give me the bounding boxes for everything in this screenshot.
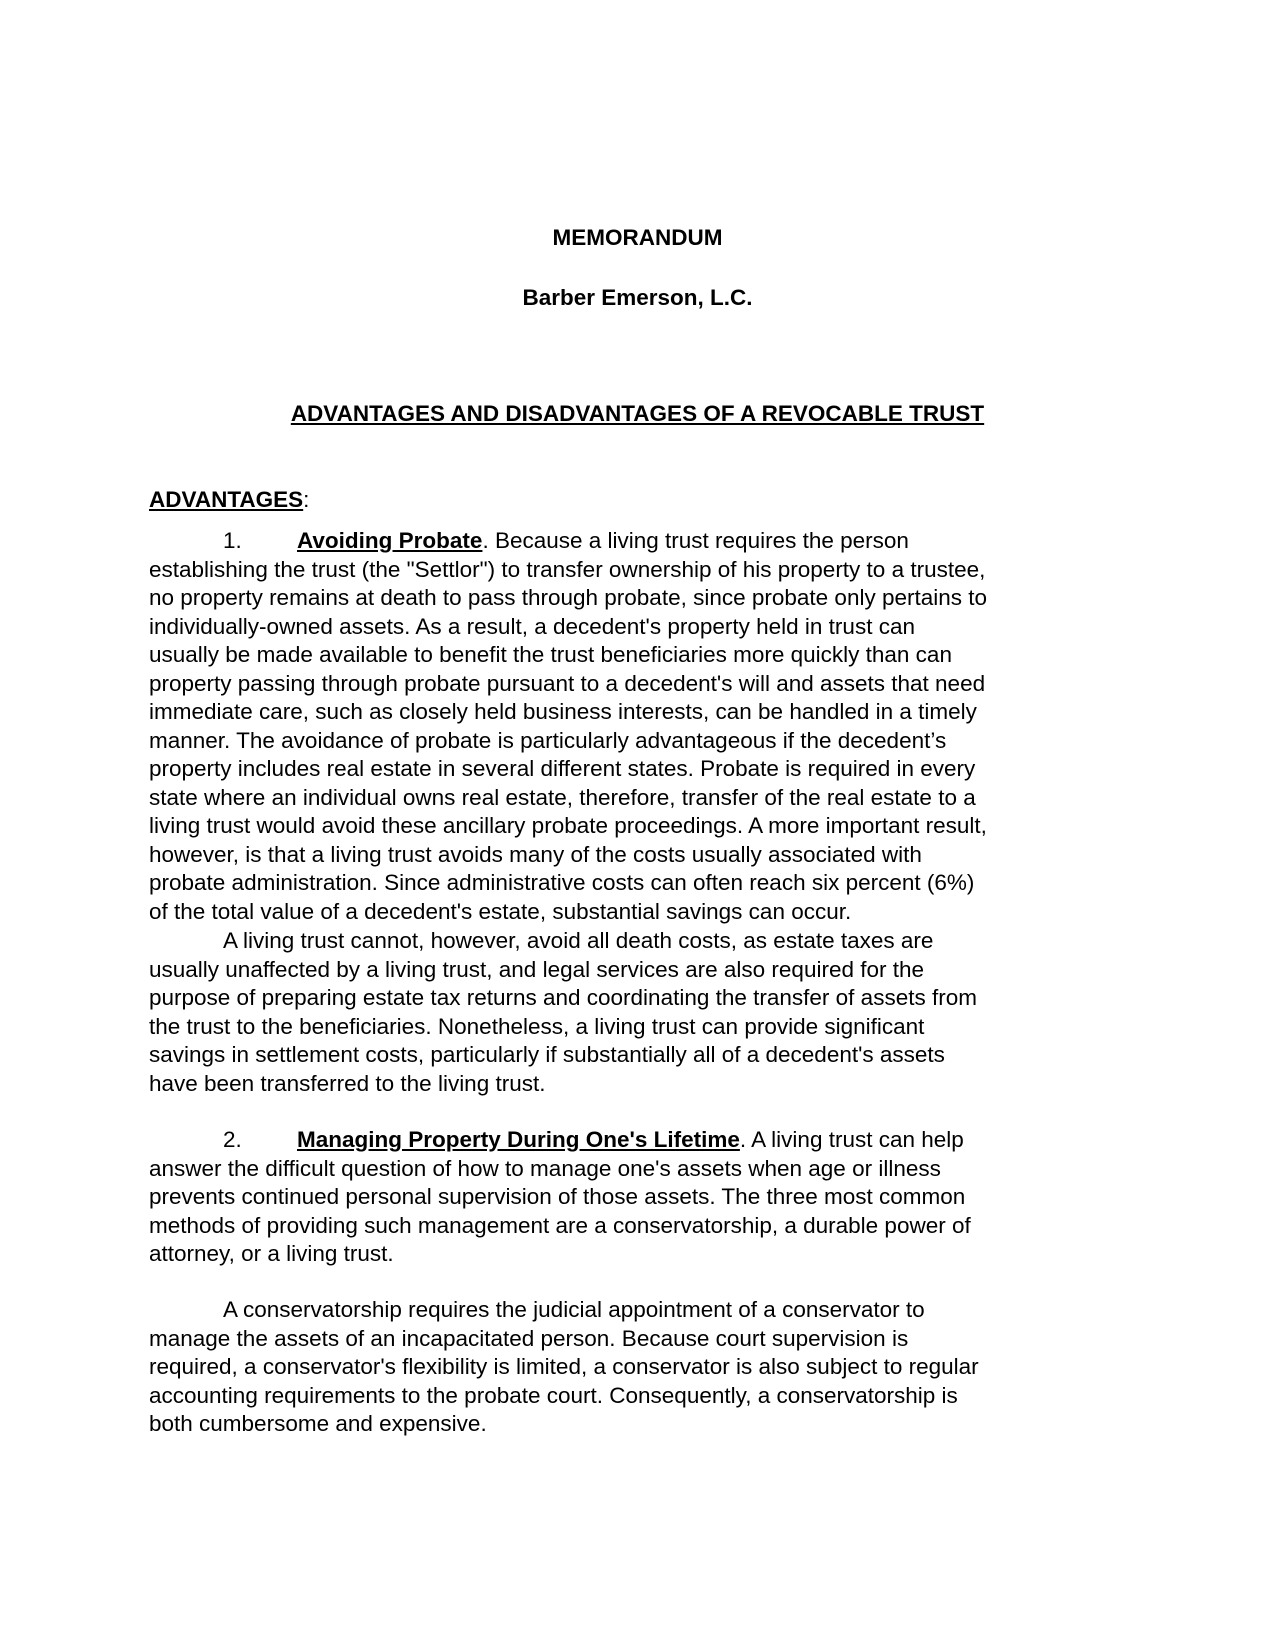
paragraph-conservatorship	[149, 1296, 1129, 1439]
paragraph-managing-property	[149, 1126, 1129, 1269]
text-line: . A living trust can help	[739, 1127, 964, 1152]
text-line: state where an individual owns real estate, therefore, transfer of the real estate to a	[149, 784, 976, 810]
text-line: . Because a living trust requires the person	[482, 528, 909, 553]
section-heading-advantages	[149, 486, 309, 514]
text-line: manage the assets of an incapacitated person. Because court supervision is	[149, 1325, 909, 1351]
paragraph-death-costs	[149, 927, 1129, 1098]
paragraph-first-line	[149, 527, 1129, 556]
text-line: however, is that a living trust avoids many of the costs usually associated with	[149, 841, 922, 867]
text-line: prevents continued personal supervision of those assets. The three most common	[149, 1184, 966, 1209]
text-line: usually unaffected by a living trust, and legal services are also required for the	[149, 956, 925, 982]
text-line: of the total value of a decedent's estate, substantial savings can occur.	[149, 898, 852, 924]
firm-name: Barber Emerson, L.C.	[522, 285, 753, 310]
memo-title: MEMORANDUM	[552, 225, 723, 250]
text-line: answer the difficult question of how to manage one's assets when age or illness	[149, 1155, 941, 1181]
document-heading: ADVANTAGES AND DISADVANTAGES OF A REVOCABLE TRUST	[290, 401, 985, 426]
text-line: methods of providing such management are a conservatorship, a durable power of	[149, 1212, 971, 1238]
text-line: probate administration. Since administrative costs can often reach six percent (6%)	[149, 870, 975, 895]
text-line: property includes real estate in several different states. Probate is required in every	[149, 756, 976, 781]
text-line: A living trust cannot, however, avoid all death costs, as estate taxes are	[223, 928, 934, 953]
text-line: the trust to the beneficiaries. Nonetheless, a living trust can provide significant	[149, 1013, 925, 1039]
text-line: immediate care, such as closely held business interests, can be handled in a timely	[149, 699, 977, 724]
text-line: establishing the trust (the "Settlor") to transfer ownership of his property to a trustee,	[149, 556, 986, 582]
text-line: individually-owned assets. As a result, a decedent's property held in trust can	[149, 613, 915, 639]
item-number: 1.	[223, 528, 242, 553]
text-line: manner. The avoidance of probate is particularly advantageous if the decedent’s	[149, 727, 947, 753]
text-line: accounting requirements to the probate court. Consequently, a conservatorship is	[149, 1382, 958, 1408]
text-line: savings in settlement costs, particularly if substantially all of a decedent's assets	[149, 1042, 945, 1067]
text-line: living trust would avoid these ancillary probate proceedings. A more important result,	[149, 813, 987, 838]
paragraph-first-line	[149, 1126, 1129, 1155]
text-line: purpose of preparing estate tax returns and coordinating the transfer of assets from	[149, 985, 977, 1010]
text-line: attorney, or a living trust.	[149, 1241, 394, 1266]
text-line: property passing through probate pursuant to a decedent's will and assets that need	[149, 670, 986, 696]
text-line: required, a conservator's flexibility is limited, a conservator is also subject to regular	[149, 1354, 979, 1379]
text-line: no property remains at death to pass through probate, since probate only pertains to	[149, 585, 988, 610]
section-colon: :	[303, 487, 310, 512]
text-line: have been transferred to the living trust.	[149, 1070, 546, 1096]
section-label: ADVANTAGES	[149, 487, 304, 512]
text-line: A conservatorship requires the judicial appointment of a conservator to	[223, 1297, 925, 1322]
item-heading: Avoiding Probate	[297, 528, 483, 553]
item-number: 2.	[223, 1127, 242, 1152]
text-line: usually be made available to benefit the trust beneficiaries more quickly than can	[149, 642, 952, 667]
item-heading: Managing Property During One's Lifetime	[297, 1127, 740, 1152]
paragraph-avoiding-probate	[149, 527, 1129, 926]
text-line: both cumbersome and expensive.	[149, 1411, 487, 1436]
